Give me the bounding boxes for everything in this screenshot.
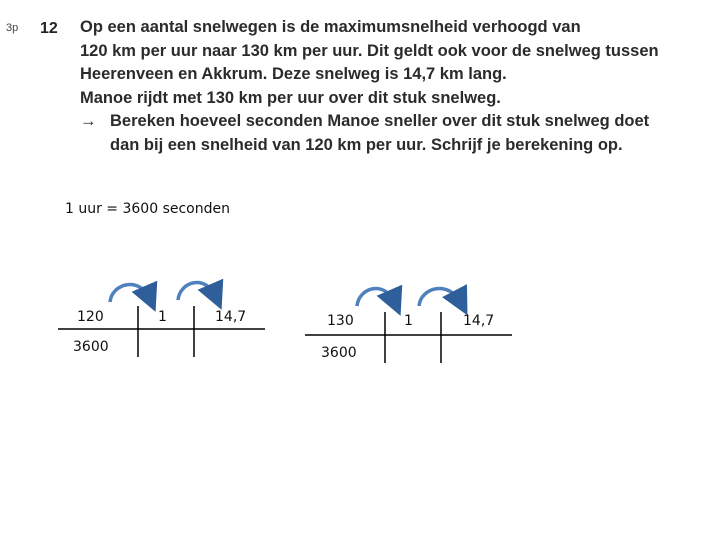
right-table-unit: 1 bbox=[404, 313, 413, 329]
question-number: 12 bbox=[40, 20, 58, 37]
question-line: Manoe rijdt met 130 km per uur over dit stuk snelweg. bbox=[80, 88, 501, 107]
question-line: 120 km per uur naar 130 km per uur. Dit geldt ook voor de snelweg tussen bbox=[80, 41, 659, 60]
right-arrow-2-icon bbox=[419, 289, 461, 306]
right-table-distance: 14,7 bbox=[463, 313, 495, 329]
task-line: dan bij een snelheid van 120 km per uur. Schrijf je berekening op. bbox=[110, 135, 623, 154]
points-label: 3p bbox=[6, 22, 19, 34]
task-arrow-icon: → bbox=[80, 112, 97, 130]
left-arrow-2-icon bbox=[178, 283, 216, 300]
question-line: Heerenveen en Akkrum. Deze snelweg is 14,7 km lang. bbox=[80, 65, 507, 83]
question-line: Op een aantal snelwegen is de maximumsnelheid verhoogd van bbox=[80, 18, 581, 36]
conversion-note: 1 uur = 3600 seconden bbox=[65, 201, 230, 217]
right-table-speed: 130 bbox=[327, 313, 354, 329]
left-table-speed: 120 bbox=[77, 309, 104, 325]
task-line: Bereken hoeveel seconden Manoe sneller over dit stuk snelweg doet bbox=[110, 112, 650, 130]
left-table-seconds: 3600 bbox=[73, 339, 109, 355]
left-arrow-1-icon bbox=[110, 285, 150, 302]
right-arrow-1-icon bbox=[357, 289, 395, 306]
right-table-seconds: 3600 bbox=[321, 345, 357, 361]
left-table-distance: 14,7 bbox=[215, 309, 247, 325]
left-table-unit: 1 bbox=[158, 309, 167, 325]
